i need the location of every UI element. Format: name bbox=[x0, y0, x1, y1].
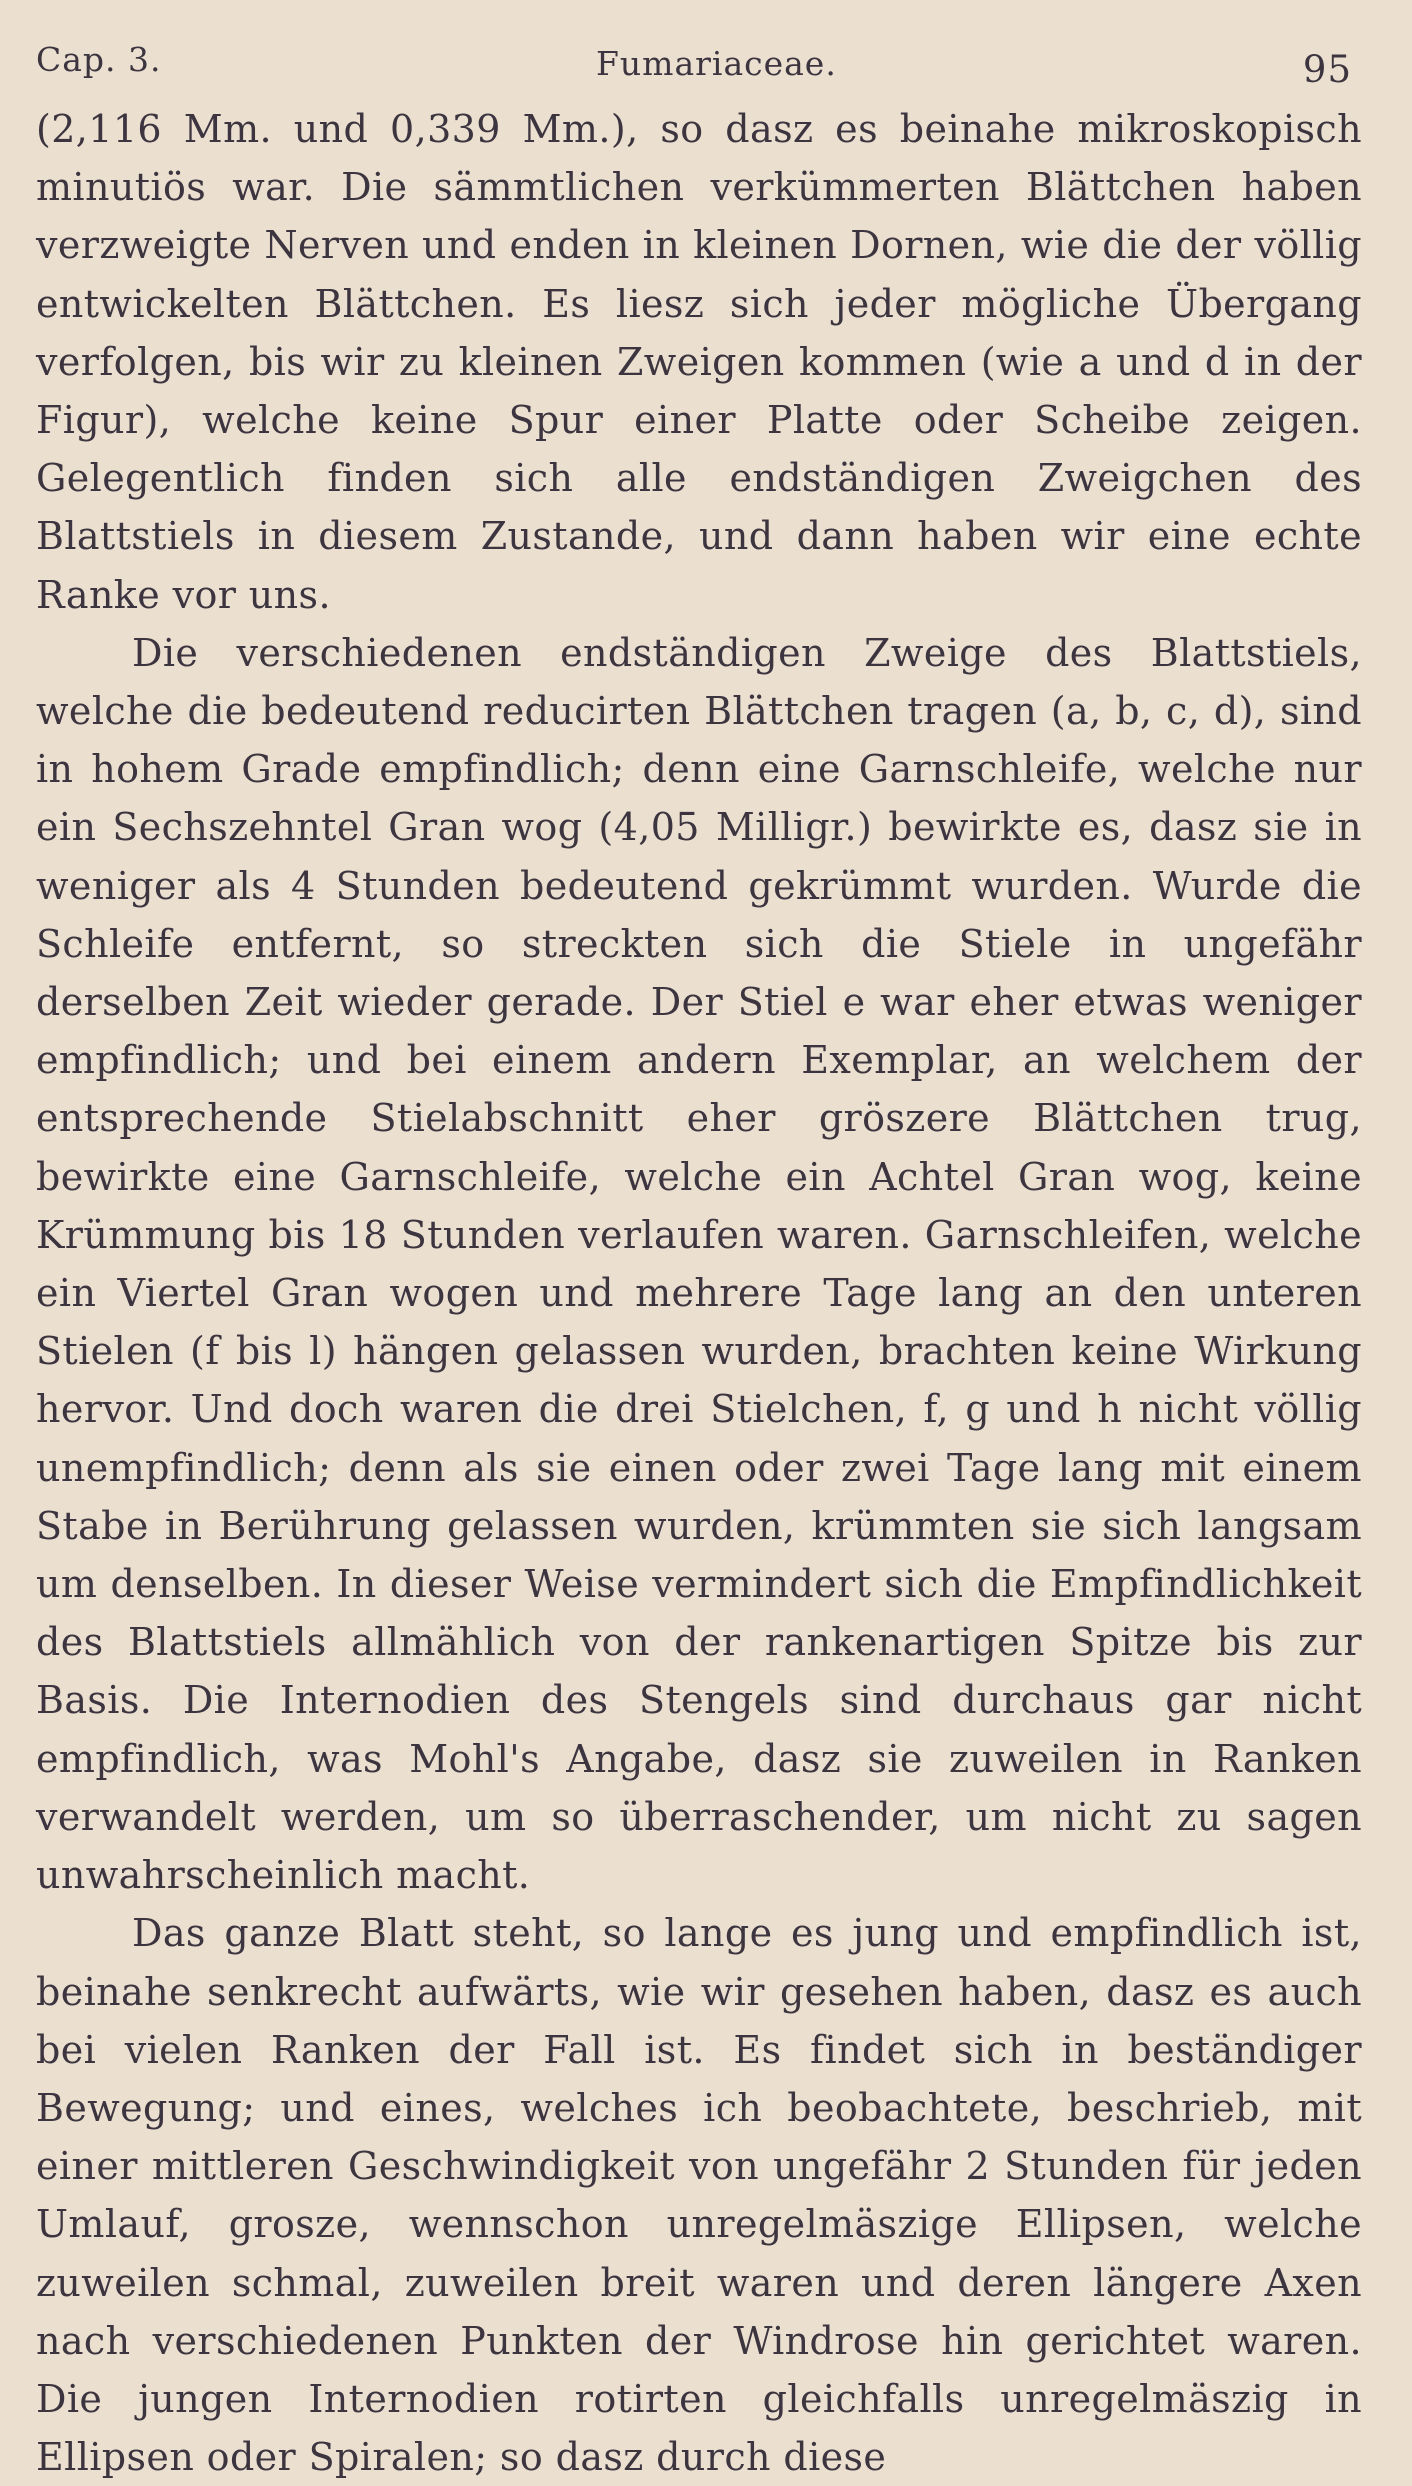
paragraph: Das ganze Blatt steht, so lange es jung und empfindlich ist, beinahe senkrecht aufwärts, wie wir gesehen haben, dasz es auch bei vielen Ranken der Fall ist. Es findet sich in beständiger Bewegung; und eines, welches ich beobachtete, beschrieb, mit einer mittleren Geschwindigkeit von ungefähr 2 Stunden für jeden Umlauf, grosze, wennschon unregelmäszige Ellipsen, welche zuweilen schmal, zuweilen breit waren und deren längere Axen nach verschiedenen Punkten der Windrose hin gerichtet waren. Die jungen Internodien rotirten gleichfalls unregelmäszig in Ellipsen oder Spiralen; so dasz durch diese bbox=[36, 1911, 1362, 2480]
paragraph: (2,116 Mm. und 0,339 Mm.), so dasz es beinahe mikroskopisch minutiös war. Die sämmtlichen verkümmerten Blättchen haben verzweigte Nerven und enden in kleinen Dornen, wie die der völlig entwickelten Blättchen. Es liesz sich jeder mögliche Übergang verfolgen, bis wir zu kleinen Zweigen kommen (wie a und d in der Figur), welche keine Spur einer Platte oder Scheibe zeigen. Gelegentlich finden sich alle endständigen Zweigchen des Blattstiels in diesem Zustande, und dann haben wir eine echte Ranke vor uns. bbox=[36, 107, 1362, 617]
section-title: Fumariaceae. bbox=[596, 44, 837, 83]
chapter-label: Cap. 3. bbox=[36, 40, 162, 79]
body-text bbox=[36, 100, 1362, 2486]
page-number: 95 bbox=[1302, 48, 1352, 91]
paragraph: Die verschiedenen endständigen Zweige des Blattstiels, welche die bedeutend reducirten Blättchen tragen (a, b, c, d), sind in hohem Grade empfindlich; denn eine Garnschleife, welche nur ein Sechszehntel Gran wog (4,05 Milligr.) bewirkte es, dasz sie in weniger als 4 Stunden bedeutend gekrümmt wurden. Wurde die Schleife entfernt, so streckten sich die Stiele in ungefähr derselben Zeit wieder gerade. Der Stiel e war eher etwas weniger empfindlich; und bei einem andern Exemplar, an welchem der entsprechende Stielabschnitt eher gröszere Blättchen trug, bewirkte eine Garnschleife, welche ein Achtel Gran wog, keine Krümmung bis 18 Stunden verlaufen waren. Garnschleifen, welche ein Viertel Gran wogen und mehrere Tage lang an den unteren Stielen (f bis l) hängen gelassen wurden, brachten keine Wirkung hervor. Und doch waren die drei Stielchen, f, g und h nicht völlig unempfindlich; denn als sie einen oder zwei Tage lang mit einem Stabe in Berührung gelassen wurden, krümmten sie sich langsam um denselben. In dieser Weise vermindert sich die Empfindlichkeit des Blattstiels allmählich von der rankenartigen Spitze bis zur Basis. Die Internodien des Stengels sind durchaus gar nicht empfindlich, was Mohl's Angabe, dasz sie zuweilen in Ranken verwandelt werden, um so überraschender, um nicht zu sagen unwahrscheinlich macht. bbox=[36, 630, 1362, 1898]
running-header bbox=[36, 34, 1362, 100]
